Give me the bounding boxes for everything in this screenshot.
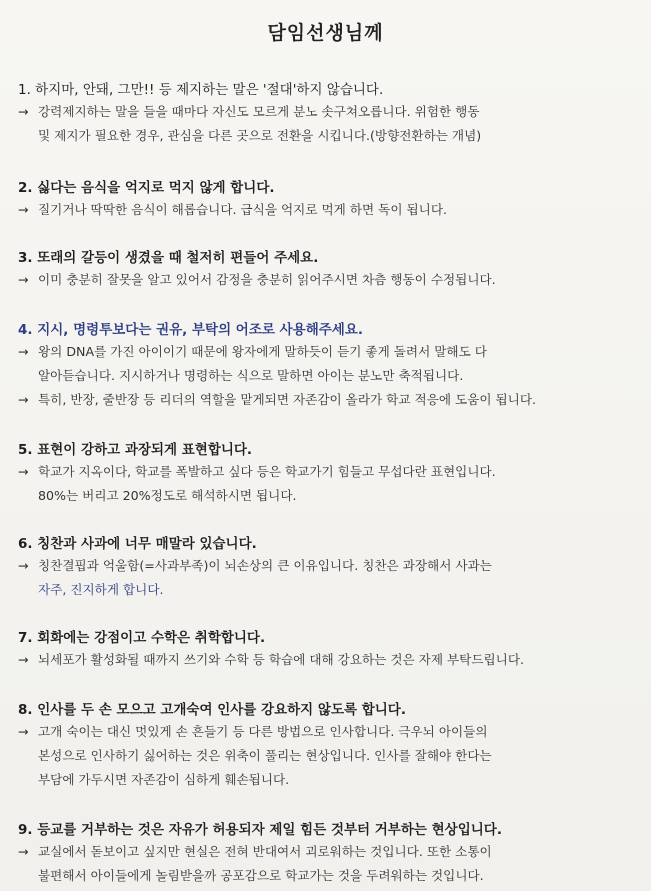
arrow-right-icon: → — [18, 272, 29, 287]
list-item — [18, 178, 638, 222]
list-item — [18, 820, 638, 888]
arrow-right-icon: → — [18, 464, 29, 479]
list-item — [18, 700, 638, 792]
item-line: 본성으로 인사하기 싫어하는 것은 위축이 풀리는 현상입니다. 인사를 잘해야 한다는 — [38, 748, 492, 763]
item-line: → 왕의 DNA를 가진 아이이기 때문에 왕자에게 말하듯이 듣기 좋게 돌려서 말해도 다 — [18, 340, 638, 364]
arrow-right-icon: → — [18, 558, 29, 573]
arrow-right-icon: → — [18, 202, 29, 217]
item-line: → 칭찬결핍과 억울함(=사과부족)이 뇌손상의 큰 이유입니다. 칭찬은 과장해서 사과는 — [18, 554, 638, 578]
item-heading: 1. 하지마, 안돼, 그만!! 등 제지하는 말은 '절대'하지 않습니다. — [18, 82, 384, 98]
arrow-right-icon: → — [18, 844, 29, 859]
arrow-right-icon: → — [18, 724, 29, 739]
list-item — [18, 320, 638, 412]
item-line: → 특히, 반장, 줄반장 등 리더의 역할을 맡게되면 자존감이 올라가 학교 적응에 도움이 됩니다. — [18, 388, 638, 412]
item-line: 80%는 버리고 20%정도로 해석하시면 됩니다. — [38, 488, 297, 503]
list-item — [18, 80, 638, 148]
item-line: 알아듣습니다. 지시하거나 명령하는 식으로 말하면 아이는 분노만 축적됩니다. — [38, 368, 464, 383]
item-line: → 학교가 지옥이다, 학교를 폭발하고 싶다 등은 학교가기 힘들고 무섭다란 표현입니다. — [18, 460, 638, 484]
item-line: → 교실에서 돋보이고 싶지만 현실은 전혀 반대여서 괴로워하는 것입니다. 또한 소통이 — [18, 840, 638, 864]
item-line: 자주, 진지하게 합니다. — [38, 582, 164, 597]
item-heading: 3. 또래의 갈등이 생겼을 때 철저히 편들어 주세요. — [18, 250, 319, 266]
item-heading: 2. 싫다는 음식을 억지로 먹지 않게 합니다. — [18, 180, 275, 196]
page-title: 담임선생님께 — [267, 22, 384, 44]
arrow-right-icon: → — [18, 652, 29, 667]
list-item — [18, 248, 638, 292]
item-line: 부담에 가두시면 자존감이 심하게 훼손됩니다. — [38, 772, 290, 787]
item-heading: 8. 인사를 두 손 모으고 고개숙여 인사를 강요하지 않도록 합니다. — [18, 702, 406, 718]
item-line: → 이미 충분히 잘못을 알고 있어서 감정을 충분히 읽어주시면 차츰 행동이 수정됩니다. — [18, 268, 638, 292]
item-line: → 강력제지하는 말을 들을 때마다 자신도 모르게 분노 솟구쳐오릅니다. 위험한 행동 — [18, 100, 638, 124]
list-item — [18, 628, 638, 672]
item-line: → 뇌세포가 활성화될 때까지 쓰기와 수학 등 학습에 대해 강요하는 것은 자제 부탁드립니다. — [18, 648, 638, 672]
item-heading: 4. 지시, 명령투보다는 권유, 부탁의 어조로 사용해주세요. — [18, 322, 364, 338]
arrow-right-icon: → — [18, 344, 29, 359]
item-line: → 고개 숙이는 대신 멋있게 손 흔들기 등 다른 방법으로 인사합니다. 극우뇌 아이들의 — [18, 720, 638, 744]
item-line: 불편해서 아이들에게 놀림받을까 공포감으로 학교가는 것을 두려워하는 것입니다. — [38, 868, 484, 883]
item-line: → 질기거나 딱딱한 음식이 해롭습니다. 급식을 억지로 먹게 하면 독이 됩니다. — [18, 198, 638, 222]
list-item — [18, 534, 638, 602]
item-line: 및 제지가 필요한 경우, 관심을 다른 곳으로 전환을 시킵니다.(방향전환하는 개념) — [38, 128, 482, 143]
item-heading: 6. 칭찬과 사과에 너무 매말라 있습니다. — [18, 536, 257, 552]
arrow-right-icon: → — [18, 392, 29, 407]
list-item — [18, 440, 638, 508]
arrow-right-icon: → — [18, 104, 29, 119]
item-heading: 9. 등교를 거부하는 것은 자유가 허용되자 제일 힘든 것부터 거부하는 현상입니다. — [18, 822, 502, 838]
item-heading: 7. 회화에는 강점이고 수학은 취학합니다. — [18, 630, 266, 646]
item-heading: 5. 표현이 강하고 과장되게 표현합니다. — [18, 442, 253, 458]
